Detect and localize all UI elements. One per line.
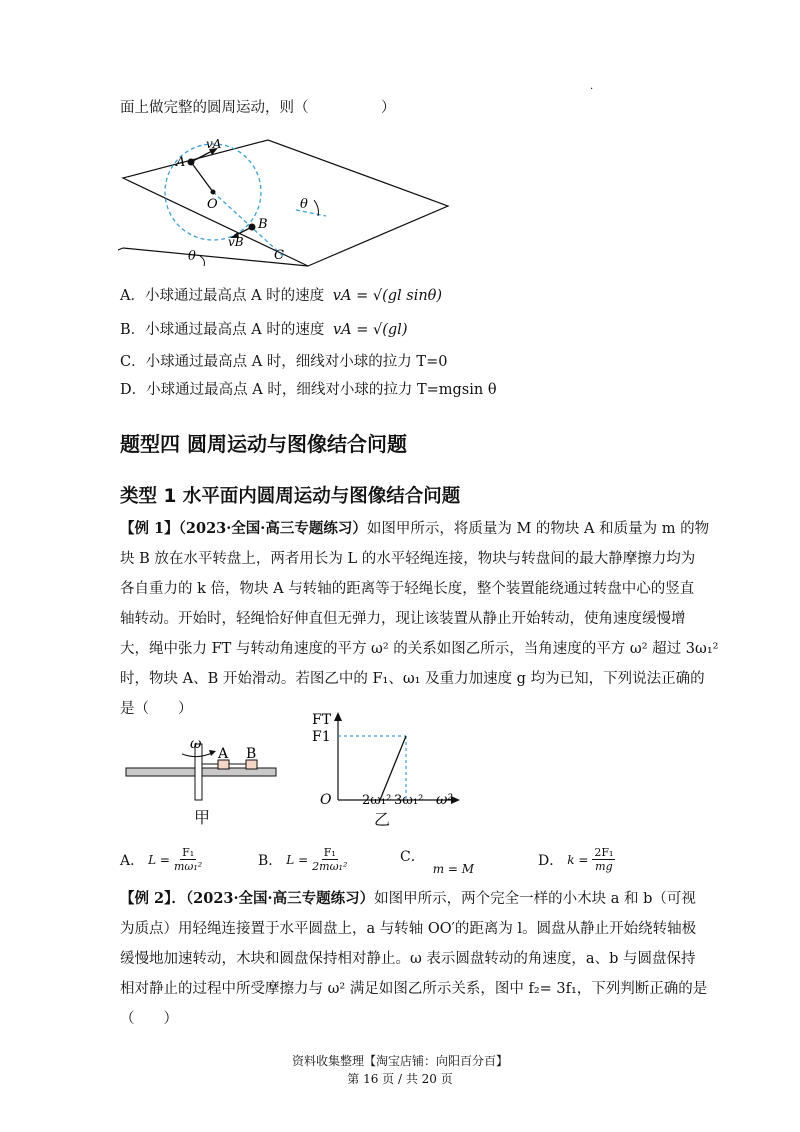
F1-label: F1 (312, 729, 331, 745)
option-letter: A． (120, 852, 145, 869)
fraction-numerator: 2F₁ (594, 846, 614, 859)
ex1-option-d[interactable] (538, 846, 615, 873)
option-c[interactable] (120, 352, 447, 372)
option-letter: B． (120, 322, 146, 338)
incline-circle-figure (118, 128, 458, 278)
label-vB: vB (228, 235, 244, 249)
option-text: 小球通过最高点 A 时的速度 (144, 288, 325, 304)
footer-page-number: 第 16 页 / 共 20 页 (347, 1072, 453, 1086)
ex1-option-b[interactable] (258, 846, 347, 873)
rotation-axis (195, 744, 202, 800)
tension-omega-graph (308, 704, 468, 824)
example-line: 时，物块 A、B 开始滑动。若图乙中的 F₁、ω₁ 及重力加速度 g 均为已知，下列说法正确的 (120, 671, 705, 687)
label-theta-right: θ (300, 197, 308, 212)
example-1-text (120, 514, 719, 724)
omega-label: ω (190, 736, 202, 752)
option-text: 小球通过最高点 A 时，细线对小球的拉力 T=mgsin θ (146, 382, 497, 398)
option-lhs: k = (567, 852, 589, 867)
example-source: （2023·全国·高三专题练习） (178, 520, 367, 537)
fraction-numerator: F₁ (182, 846, 195, 859)
option-lhs: L = (286, 852, 309, 867)
origin-label: O (320, 792, 332, 808)
option-letter: D． (538, 852, 564, 869)
option-text: 小球通过最高点 A 时，细线对小球的拉力 T=0 (145, 354, 448, 370)
example-line: （ ） (120, 1011, 178, 1027)
example-line: 大，绳中张力 FT 与转动角速度的平方 ω² 的关系如图乙所示，当角速度的平方 ω² 超过 3ω₁² (120, 641, 719, 657)
option-text: 小球通过最高点 A 时的速度 (145, 322, 325, 338)
x-axis-label: ω² (436, 792, 454, 808)
option-fraction (592, 846, 615, 873)
option-letter: D． (120, 382, 147, 398)
label-vA: vA (206, 137, 222, 151)
option-letter: B． (258, 852, 283, 869)
example-line: 缓慢地加速转动，木块和圆盘保持相对静止。ω 表示圆盘转动的角速度，a、b 与圆盘保持 (120, 951, 696, 967)
center-O (211, 190, 216, 195)
tick-2omega1sq: 2ω₁² (362, 793, 392, 808)
ex1-option-c[interactable] (400, 849, 475, 876)
label-block-B: B (246, 746, 257, 762)
example-line: 如图甲所示，两个完全一样的小木块 a 和 b（可视 (374, 891, 696, 907)
example-line: 各自重力的 k 倍，物块 A 与转轴的距离等于轻绳长度，整个装置能绕通过转盘中心的竖直 (120, 581, 695, 597)
option-a[interactable] (120, 286, 442, 306)
y-axis-label: FT (312, 712, 332, 728)
option-fraction (312, 846, 347, 873)
tick-3omega1sq: 3ω₁² (394, 793, 424, 808)
option-d[interactable] (120, 380, 497, 400)
example-tag: 【例 1】 (120, 520, 179, 537)
label-B: B (258, 217, 268, 232)
fraction-denominator: 2mω₁² (312, 860, 348, 873)
example-line: 为质点）用轻绳连接置于水平圆盘上，a 与转轴 OO′的距离为 l。圆盘从静止开始绕转轴极 (120, 921, 697, 937)
example-line: 相对静止的过程中所受摩擦力与 ω² 满足如图乙所示关系，图中 f₂= 3f₁，下列判断正确的是 (120, 981, 708, 997)
footer-source: 资料收集整理【淘宝店铺：向阳百分百】 (291, 1054, 508, 1068)
tension-line (380, 736, 406, 800)
option-formula: vA = √(gl sinθ) (332, 288, 443, 304)
fraction-denominator: mω₁² (173, 860, 203, 873)
ex1-option-a[interactable] (120, 846, 202, 873)
example-line: 块 B 放在水平转盘上，两者用长为 L 的水平轻绳连接，物块与转盘间的最大静摩擦力均为 (120, 551, 696, 567)
label-O: O (207, 197, 218, 212)
caption-jia: 甲 (194, 808, 211, 827)
example-line: 是（ ） (120, 701, 193, 717)
string-line (191, 162, 213, 192)
example-tag: 【例 2】． (120, 890, 186, 907)
fraction-denominator: mg (595, 860, 613, 873)
option-b[interactable] (120, 320, 407, 340)
label-block-A: A (218, 746, 229, 762)
example-2-text (120, 884, 708, 1034)
incline-plane (123, 140, 448, 266)
label-theta-bottom: θ (188, 249, 196, 264)
subsection-title: 类型 1 水平面内圆周运动与图像结合问题 (120, 486, 461, 507)
option-letter: A． (120, 288, 145, 304)
example-line: 轴转动。开始时，轻绳恰好伸直但无弹力，现让该装置从静止开始转动，使角速度缓慢增 (120, 611, 686, 627)
option-fraction (174, 846, 202, 873)
option-letter: C． (120, 354, 146, 370)
label-A: A (176, 155, 186, 170)
question-intro-line: 面上做完整的圆周运动，则（ ） (120, 100, 396, 116)
option-lhs: L = (148, 852, 170, 867)
fraction-numerator: F₁ (323, 846, 336, 859)
example-source: （2023·全国·高三专题练习） (185, 890, 375, 907)
section-title: 题型四 圆周运动与图像结合问题 (120, 432, 407, 456)
example-line: 如图甲所示，将质量为 M 的物块 A 和质量为 m 的物 (366, 521, 710, 537)
caption-yi: 乙 (374, 810, 391, 829)
option-lhs: m = M (432, 862, 475, 876)
label-C: C (274, 248, 284, 263)
option-letter: C． (400, 849, 425, 865)
rotation-arrow (209, 750, 216, 756)
option-formula: vA = √(gl) (332, 322, 408, 338)
corner-mark: · (590, 84, 594, 95)
